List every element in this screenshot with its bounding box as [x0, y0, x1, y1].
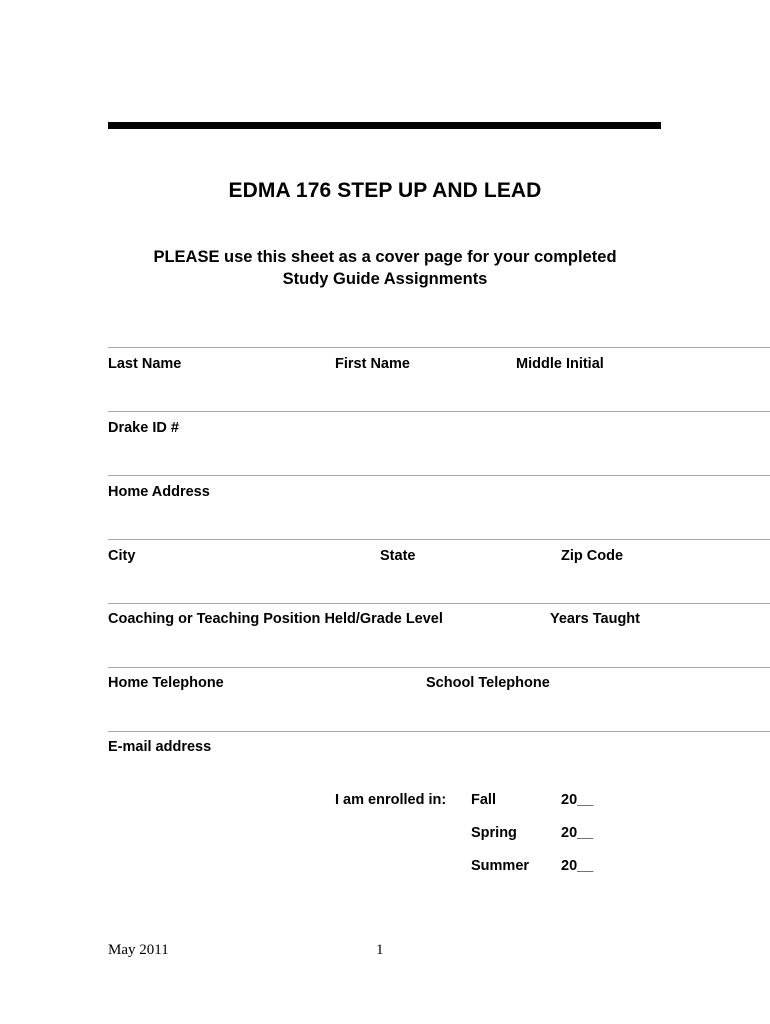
term-spring-year: 20__ [561, 825, 594, 841]
first-name-label: First Name [335, 356, 410, 372]
instructions-line-1: PLEASE use this sheet as a cover page for your completed [153, 248, 617, 266]
home-telephone-label: Home Telephone [108, 675, 224, 691]
home-address-rule [108, 475, 770, 476]
instructions-line-2: Study Guide Assignments [282, 270, 488, 288]
drake-id-rule [108, 411, 770, 412]
instructions [0, 246, 770, 290]
telephone-rule [108, 667, 770, 668]
term-summer-year: 20__ [561, 858, 594, 874]
zip-code-label: Zip Code [561, 548, 624, 564]
term-summer-label: Summer [471, 858, 530, 874]
email-label: E-mail address [108, 739, 212, 755]
drake-id-label: Drake ID # [108, 420, 179, 436]
term-fall-label: Fall [471, 792, 496, 808]
home-address-label: Home Address [108, 484, 210, 500]
page-title: EDMA 176 STEP UP AND LEAD [228, 179, 542, 202]
position-rule [108, 603, 770, 604]
state-label: State [380, 548, 416, 564]
header-rule [108, 122, 661, 129]
term-fall-year: 20__ [561, 792, 594, 808]
term-spring-label: Spring [471, 825, 517, 841]
enrollment-label: I am enrolled in: [335, 792, 447, 808]
city-rule [108, 539, 770, 540]
page-number: 1 [376, 942, 384, 958]
last-name-label: Last Name [108, 356, 182, 372]
school-telephone-label: School Telephone [426, 675, 550, 691]
footer-date: May 2011 [108, 942, 169, 958]
middle-initial-label: Middle Initial [516, 356, 604, 372]
name-rule [108, 347, 770, 348]
city-label: City [108, 548, 136, 564]
email-rule [108, 731, 770, 732]
years-taught-label: Years Taught [550, 611, 640, 627]
position-label: Coaching or Teaching Position Held/Grade Level [108, 611, 443, 627]
